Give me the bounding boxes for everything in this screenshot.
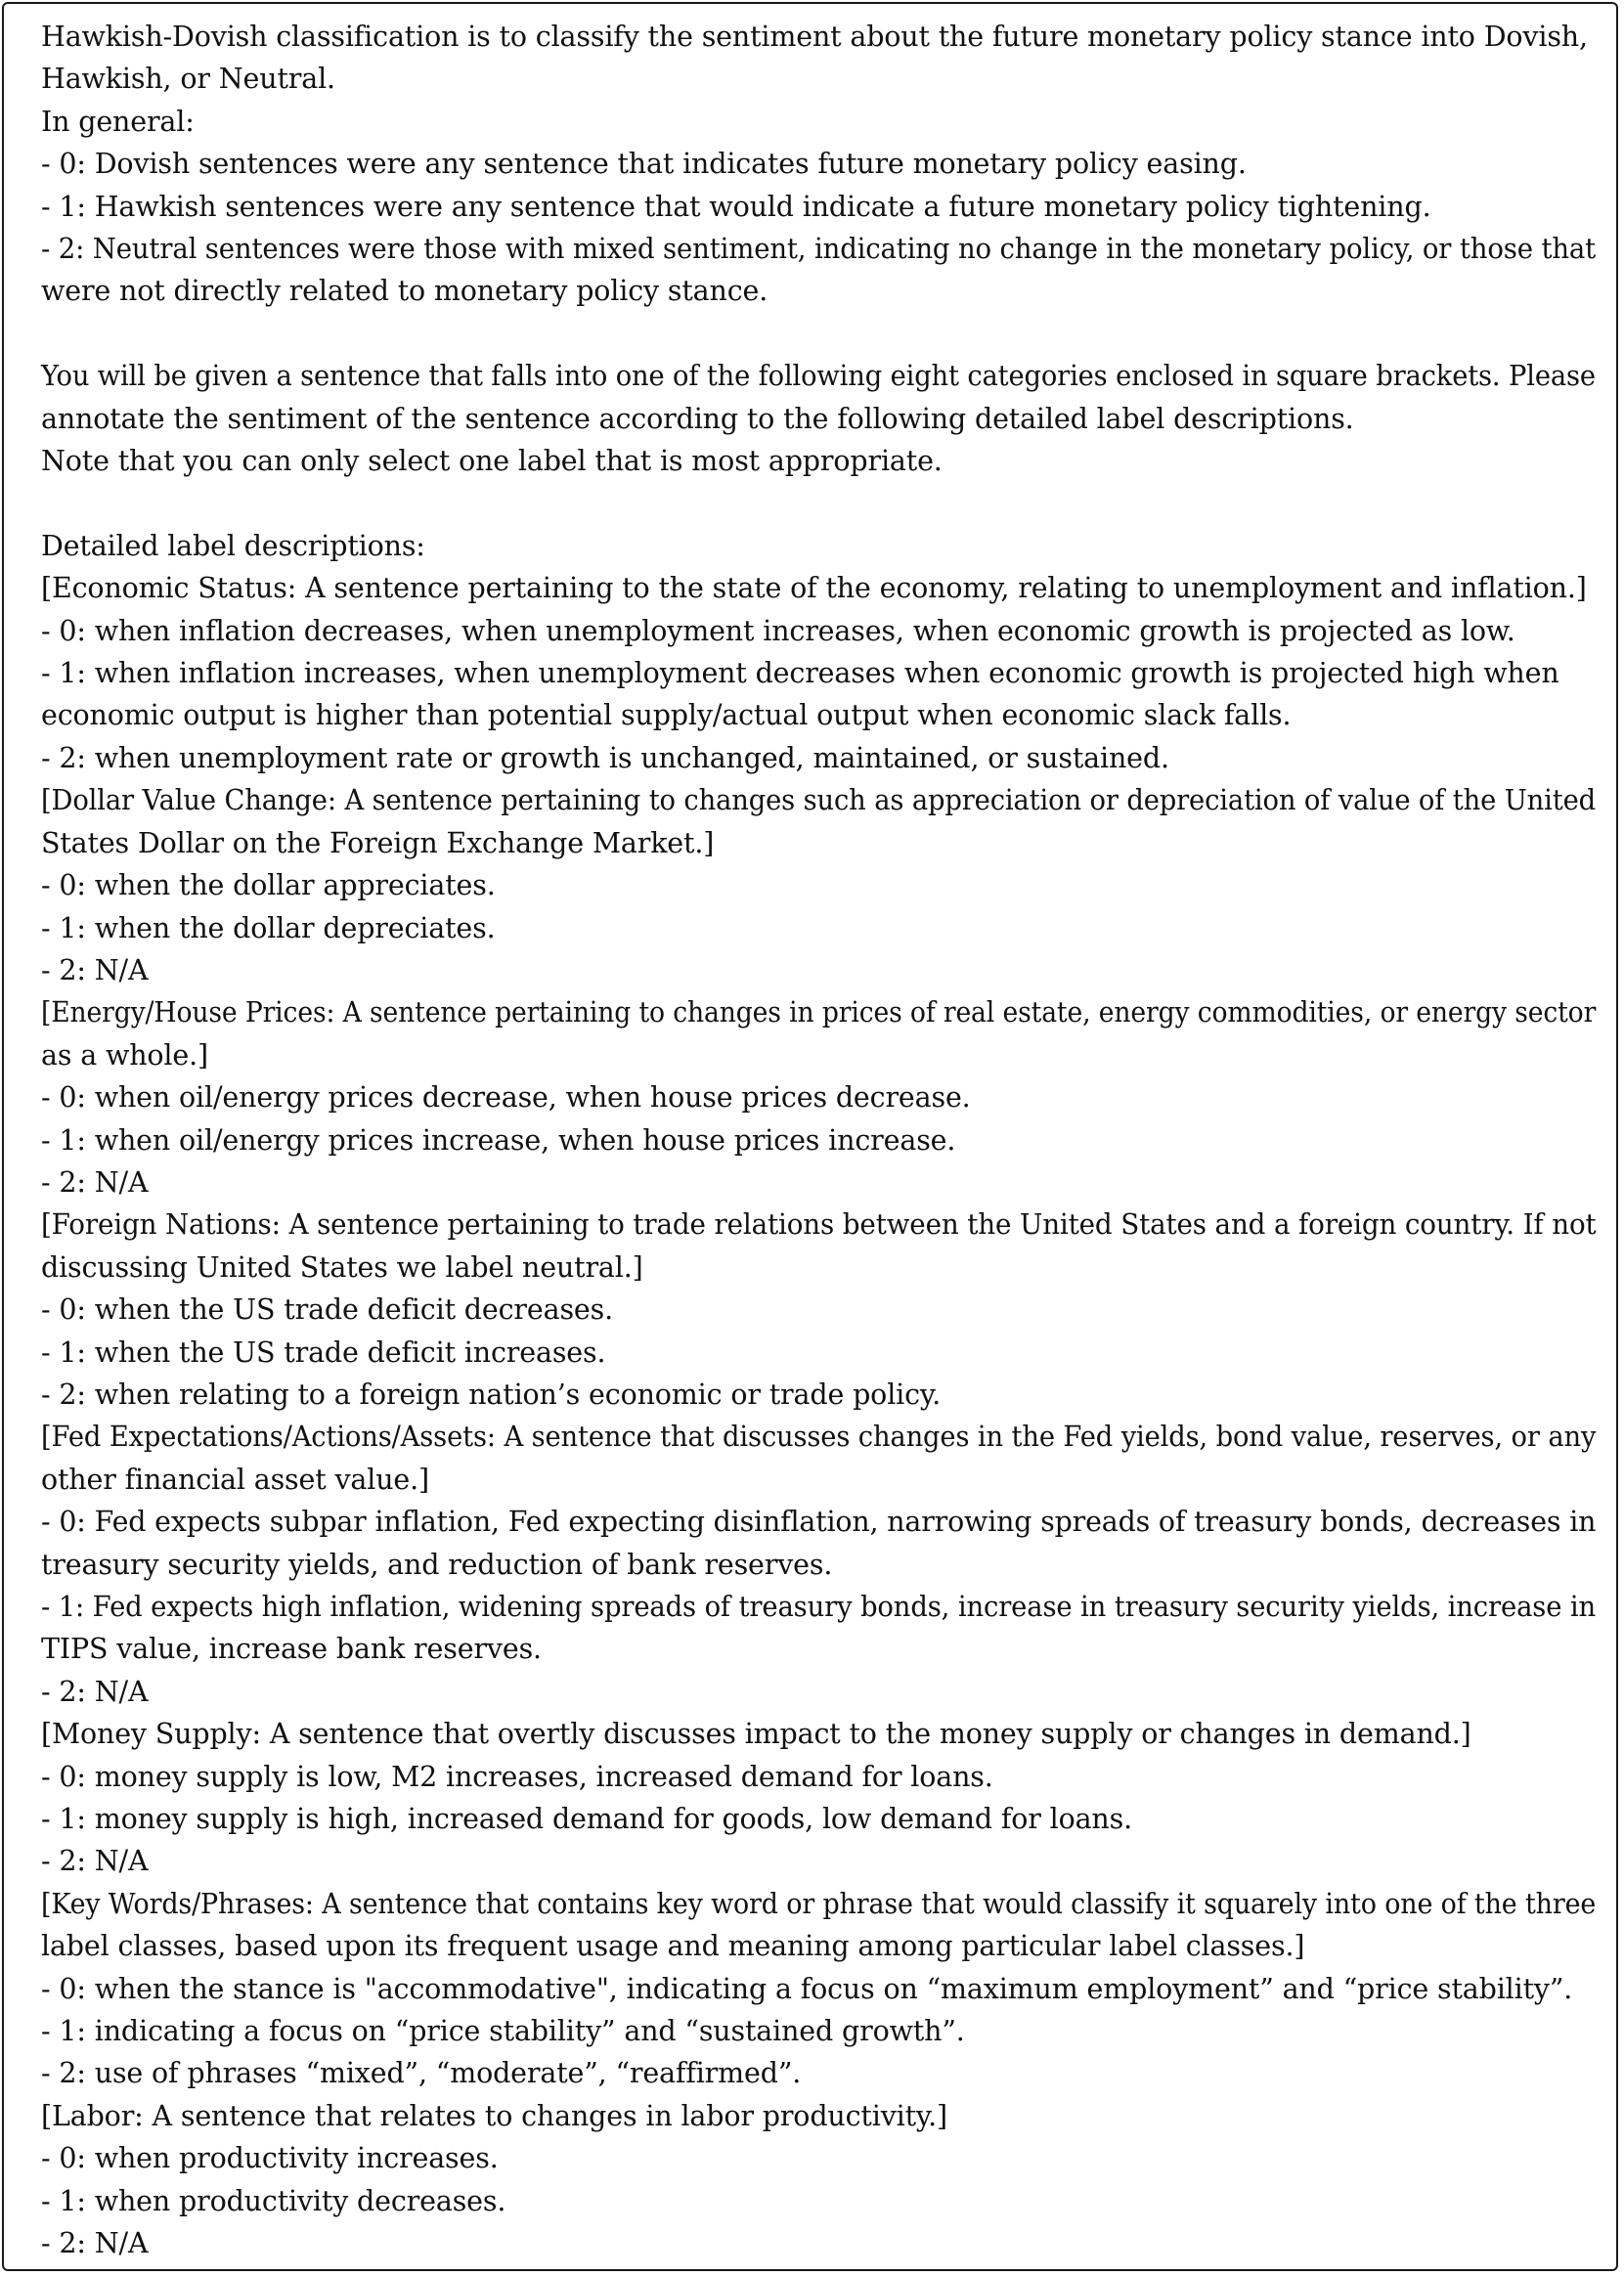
fed-label-1: - 1: Fed expects high inflation, widening spreads of treasury bonds, increase in treasury security yields, increase in bbox=[41, 1591, 1597, 1623]
economic-status-label-0: - 0: when inflation decreases, when unemployment increases, when economic growth is projected as low. bbox=[41, 614, 1515, 647]
foreign-nations-label-0: - 0: when the US trade deficit decreases. bbox=[41, 1293, 614, 1327]
labor-label-2: - 2: N/A bbox=[41, 2227, 149, 2260]
category-dollar-value-change-cont: States Dollar on the Foreign Exchange Market.] bbox=[41, 826, 715, 859]
instruction-line: annotate the sentiment of the sentence according to the following detailed label descriptions. bbox=[41, 402, 1354, 435]
key-words-label-1: - 1: indicating a focus on “price stability” and “sustained growth”. bbox=[41, 2015, 965, 2048]
category-key-words-cont: label classes, based upon its frequent usage and meaning among particular label classes.] bbox=[41, 1930, 1305, 1963]
economic-status-label-1: - 1: when inflation increases, when unemployment decreases when economic growth is projected high when bbox=[41, 657, 1559, 690]
category-economic-status: [Economic Status: A sentence pertaining to the state of the economy, relating to unemployment and inflation.] bbox=[41, 572, 1587, 605]
foreign-nations-label-1: - 1: when the US trade deficit increases. bbox=[41, 1335, 606, 1369]
dollar-value-label-2: - 2: N/A bbox=[41, 953, 149, 986]
label-1-general: - 1: Hawkish sentences were any sentence that would indicate a future monetary policy tightening. bbox=[41, 190, 1431, 223]
label-2-general-cont: were not directly related to monetary policy stance. bbox=[41, 275, 768, 308]
fed-label-1-cont: TIPS value, increase bank reserves. bbox=[41, 1633, 542, 1666]
category-money-supply: [Money Supply: A sentence that overtly discusses impact to the money supply or changes in demand.] bbox=[41, 1718, 1471, 1751]
money-supply-label-1: - 1: money supply is high, increased demand for goods, low demand for loans. bbox=[41, 1803, 1133, 1836]
dollar-value-label-0: - 0: when the dollar appreciates. bbox=[41, 869, 496, 902]
category-key-words: [Key Words/Phrases: A sentence that contains key word or phrase that would classify it squarely into one of the three bbox=[41, 1887, 1597, 1920]
energy-house-label-0: - 0: when oil/energy prices decrease, when house prices decrease. bbox=[41, 1081, 971, 1115]
dollar-value-label-1: - 1: when the dollar depreciates. bbox=[41, 911, 496, 944]
intro-line: Hawkish-Dovish classification is to classify the sentiment about the future monetary policy stance into Dovish, bbox=[41, 21, 1588, 53]
category-fed-expectations-cont: other financial asset value.] bbox=[41, 1463, 430, 1496]
blank-line bbox=[41, 313, 1596, 355]
fed-label-0: - 0: Fed expects subpar inflation, Fed expecting disinflation, narrowing spreads of treasury bonds, decreases in bbox=[41, 1506, 1597, 1539]
key-words-label-2: - 2: use of phrases “mixed”, “moderate”, “reaffirmed”. bbox=[41, 2057, 802, 2090]
labor-label-0: - 0: when productivity increases. bbox=[41, 2142, 499, 2175]
energy-house-label-1: - 1: when oil/energy prices increase, when house prices increase. bbox=[41, 1123, 956, 1157]
category-foreign-nations-cont: discussing United States we label neutral.] bbox=[41, 1250, 643, 1284]
economic-status-label-1-cont: economic output is higher than potential supply/actual output when economic slack falls. bbox=[41, 699, 1292, 732]
economic-status-label-2: - 2: when unemployment rate or growth is unchanged, maintained, or sustained. bbox=[41, 741, 1169, 774]
category-energy-house-prices: [Energy/House Prices: A sentence pertaining to changes in prices of real estate, energy commodities, or energy sector bbox=[41, 996, 1597, 1029]
energy-house-label-2: - 2: N/A bbox=[41, 1165, 149, 1199]
category-energy-house-prices-cont: as a whole.] bbox=[41, 1038, 208, 1072]
fed-label-0-cont: treasury security yields, and reduction of bank reserves. bbox=[41, 1548, 833, 1581]
label-2-general: - 2: Neutral sentences were those with mixed sentiment, indicating no change in the monetary policy, or those that bbox=[41, 233, 1597, 266]
label-0-general: - 0: Dovish sentences were any sentence that indicates future monetary policy easing. bbox=[41, 148, 1247, 181]
instruction-line: Note that you can only select one label that is most appropriate. bbox=[41, 445, 943, 478]
foreign-nations-label-2: - 2: when relating to a foreign nation’s economic or trade policy. bbox=[41, 1378, 942, 1411]
key-words-label-0: - 0: when the stance is "accommodative", indicating a focus on “maximum employment” and “price stability”. bbox=[41, 1972, 1573, 2005]
category-fed-expectations: [Fed Expectations/Actions/Assets: A sentence that discusses changes in the Fed yields, bond value, reserves, or any bbox=[41, 1421, 1597, 1454]
intro-line: Hawkish, or Neutral. bbox=[41, 63, 335, 96]
money-supply-label-0: - 0: money supply is low, M2 increases, increased demand for loans. bbox=[41, 1760, 993, 1793]
fed-label-2: - 2: N/A bbox=[41, 1675, 149, 1708]
instruction-line: You will be given a sentence that falls into one of the following eight categories enclosed in square brackets. Please bbox=[41, 360, 1596, 393]
category-foreign-nations: [Foreign Nations: A sentence pertaining to trade relations between the United States and a foreign country. If not bbox=[41, 1208, 1597, 1242]
category-dollar-value-change: [Dollar Value Change: A sentence pertaining to changes such as appreciation or depreciation of value of the United bbox=[41, 784, 1597, 817]
money-supply-label-2: - 2: N/A bbox=[41, 1845, 149, 1878]
labor-label-1: - 1: when productivity decreases. bbox=[41, 2184, 506, 2217]
intro-line: In general: bbox=[41, 105, 195, 138]
details-heading: Detailed label descriptions: bbox=[41, 529, 425, 562]
blank-line bbox=[41, 482, 1596, 524]
category-labor: [Labor: A sentence that relates to changes in labor productivity.] bbox=[41, 2099, 947, 2132]
prompt-text bbox=[41, 16, 1596, 2265]
